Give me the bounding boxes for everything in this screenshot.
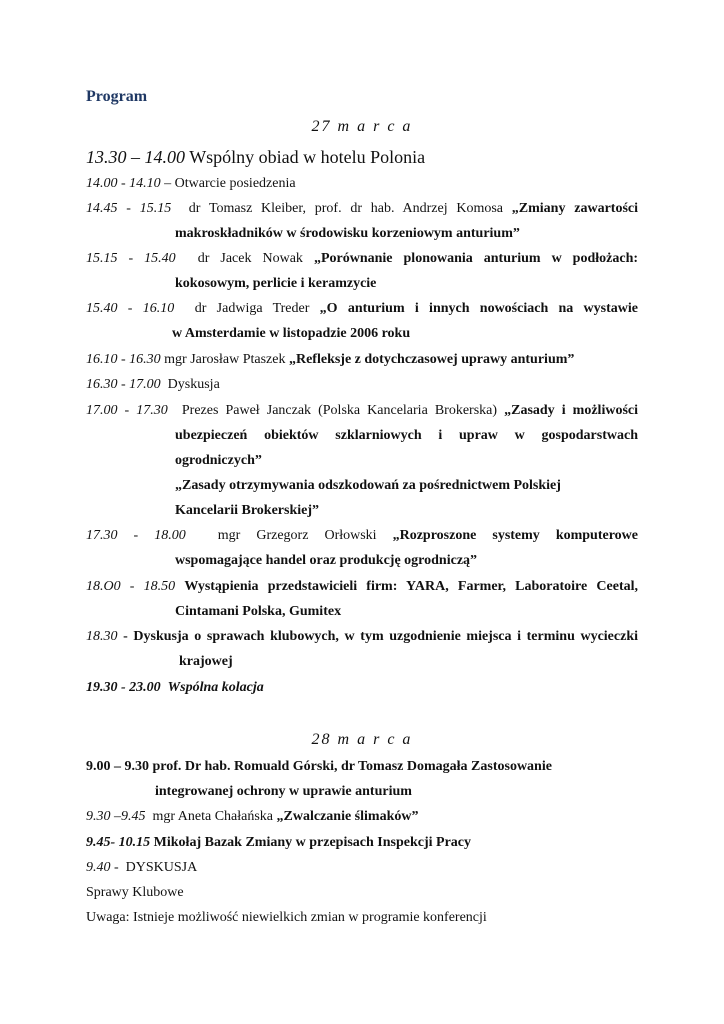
agenda-item-orlowski — [86, 528, 638, 544]
time: 18.30 — [86, 629, 118, 644]
agenda-item-opening — [86, 176, 638, 192]
speaker: dr Tomasz Kleiber, prof. dr hab. Andrzej Komosa — [188, 201, 504, 216]
program-heading: Program — [86, 88, 148, 105]
talk-title: prof. Dr hab. Romuald Górski, dr Tomasz Domagała Zastosowanie — [152, 759, 552, 774]
club-matters-note: Sprawy Klubowe — [86, 885, 184, 900]
agenda-item-lunch — [86, 147, 638, 167]
agenda-item-dinner — [86, 680, 638, 696]
speaker: Prezes Paweł Janczak (Polska Kancelaria Brokerska) — [181, 403, 498, 418]
time: 19.30 - 23.00 — [86, 680, 161, 695]
changes-note: Uwaga: Istnieje możliwość niewielkich zmian w programie konferencji — [86, 910, 487, 925]
talk-title: „Zmiany zawartości — [511, 201, 638, 216]
agenda-item-bazak — [86, 835, 638, 851]
talk-title-cont: Kancelarii Brokerskiej” — [175, 503, 319, 518]
agenda-item-chalanska — [86, 809, 638, 825]
day2-title: 28 m a r c a — [311, 731, 413, 748]
talk-title: „Zwalczanie ślimaków” — [276, 809, 419, 824]
talk-title-cont: makroskładników w środowisku korzeniowym anturium” — [175, 226, 520, 241]
speaker: dr Jadwiga Treder — [194, 301, 310, 316]
talk-title-cont: „Zasady otrzymywania odszkodowań za pośrednictwem Polskiej — [175, 478, 561, 493]
item-text: Dyskusja — [167, 377, 220, 392]
agenda-item-kleiber — [86, 201, 638, 217]
item-text: Wspólny obiad w hotelu Polonia — [189, 147, 426, 167]
item-text: – Otwarcie posiedzenia — [164, 176, 296, 191]
agenda-item-discussion — [86, 377, 638, 393]
time: 15.15 - 15.40 — [86, 251, 176, 266]
time: 15.40 - 16.10 — [86, 301, 175, 316]
time: 9.45- 10.15 — [86, 835, 151, 850]
speaker: dr Jacek Nowak — [197, 251, 303, 266]
talk-title: „Refleksje z dotychczasowej uprawy anturium” — [288, 352, 575, 367]
speaker: mgr Grzegorz Orłowski — [217, 528, 377, 543]
talk-title-cont: ogrodniczych” — [175, 453, 262, 468]
agenda-item-companies — [86, 579, 638, 595]
talk-title: - Dyskusja o sprawach klubowych, w tym uzgodnienie miejsca i terminu wycieczki — [123, 629, 639, 644]
talk-title-cont: Cintamani Polska, Gumitex — [175, 604, 342, 619]
talk-title-cont: w Amsterdamie w listopadzie 2006 roku — [172, 326, 411, 341]
time: 17.00 - 17.30 — [86, 403, 168, 418]
day1-title: 27 m a r c a — [311, 118, 413, 135]
agenda-item-janczak — [86, 403, 638, 419]
talk-title-cont: ubezpieczeń obiektów szklarniowych i upraw w gospodarstwach — [175, 428, 638, 443]
talk-title: „Zasady i możliwości — [504, 403, 638, 418]
time: 16.10 - 16.30 — [86, 352, 161, 367]
agenda-item-ptaszek — [86, 352, 638, 368]
time: 9.30 –9.45 — [86, 809, 146, 824]
talk-title: Wystąpienia przedstawicieli firm: YARA, Farmer, Laboratoire Ceetal, — [184, 579, 638, 594]
time: 14.00 - 14.10 — [86, 176, 161, 191]
item-text: DYSKUSJA — [125, 860, 198, 875]
talk-title-cont: kokosowym, perlicie i keramzycie — [175, 276, 377, 291]
talk-title: „Rozproszone systemy komputerowe — [392, 528, 639, 543]
speaker: mgr Aneta Chałańska — [152, 809, 274, 824]
talk-title: „O anturium i innych nowościach na wystawie — [319, 301, 638, 316]
agenda-item-discussion-2 — [86, 860, 638, 876]
time: 9.00 – 9.30 — [86, 759, 149, 774]
speaker: mgr Jarosław Ptaszek — [164, 352, 286, 367]
time: 17.30 - 18.00 — [86, 528, 186, 543]
talk-title-cont: integrowanej ochrony w uprawie anturium — [155, 784, 412, 799]
agenda-item-nowak — [86, 251, 638, 267]
time: 13.30 – 14.00 — [86, 147, 185, 167]
talk-title-cont: wspomagające handel oraz produkcję ogrodniczą” — [175, 553, 478, 568]
talk-title-cont: krajowej — [179, 654, 233, 669]
item-text: Wspólna kolacja — [167, 680, 264, 695]
agenda-item-gorski — [86, 759, 638, 775]
agenda-item-treder — [86, 301, 638, 317]
time: 14.45 - 15.15 — [86, 201, 172, 216]
time: 16.30 - 17.00 — [86, 377, 161, 392]
agenda-item-club-matters — [86, 629, 638, 645]
talk-title: „Porównanie plonowania anturium w podłożach: — [313, 251, 639, 266]
talk-title: Mikołaj Bazak Zmiany w przepisach Inspekcji Pracy — [153, 835, 472, 850]
time: 9.40 - — [86, 860, 119, 875]
time: 18.O0 - 18.50 — [86, 579, 176, 594]
